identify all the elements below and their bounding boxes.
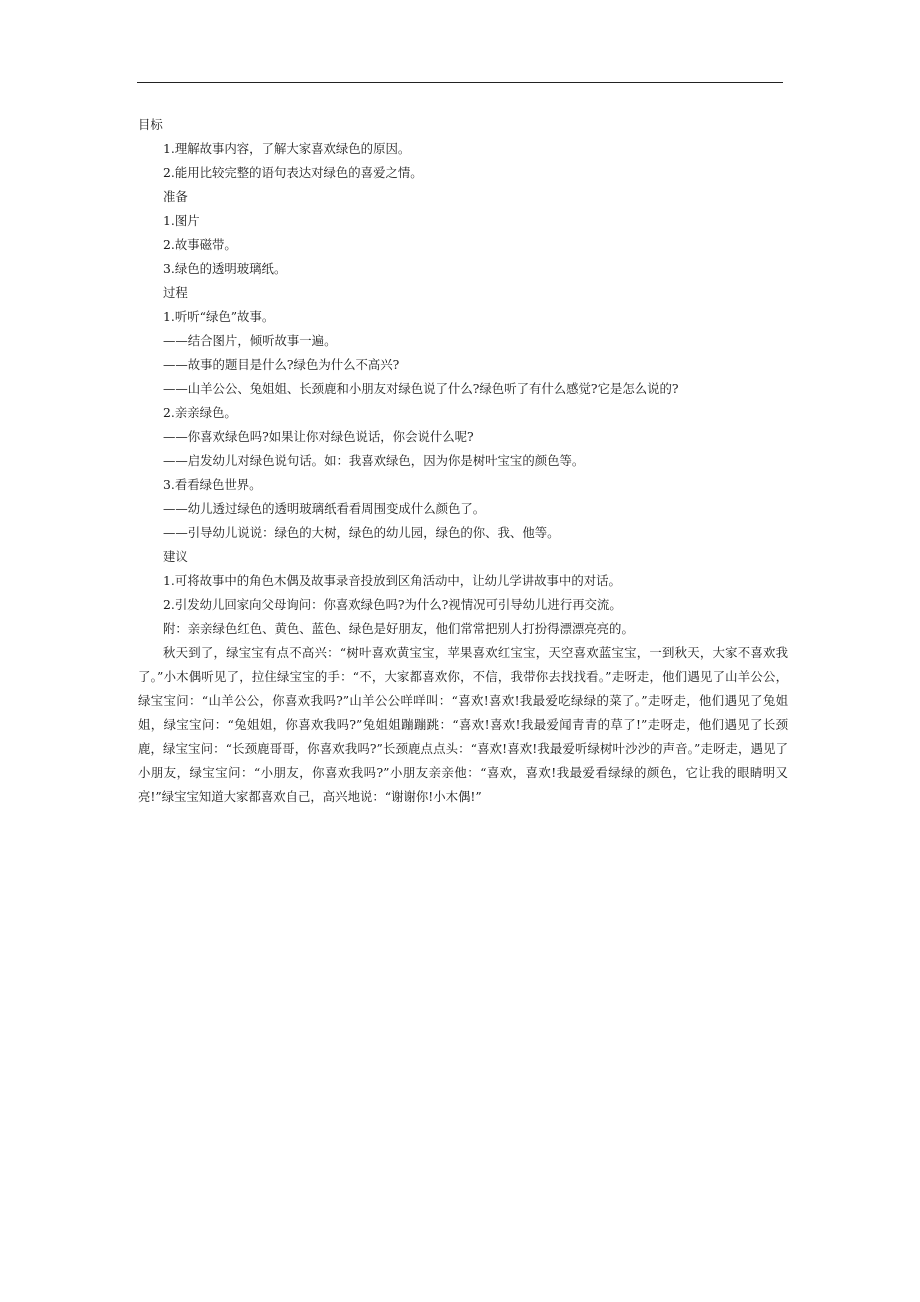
header-rule [137, 82, 783, 83]
heading-suggestions: 建议 [163, 549, 188, 564]
process-substep: ——幼儿透过绿色的透明玻璃纸看看周围变成什么颜色了。 [163, 501, 486, 516]
process-substep: ——故事的题目是什么?绿色为什么不高兴? [163, 357, 400, 372]
goal-item: 2.能用比较完整的语句表达对绿色的喜爱之情。 [163, 165, 423, 180]
heading-preparation: 准备 [163, 189, 188, 204]
suggestion-item: 1.可将故事中的角色木偶及故事录音投放到区角活动中，让幼儿学讲故事中的对话。 [163, 573, 621, 588]
suggestion-item: 2.引发幼儿回家向父母询问：你喜欢绿色吗?为什么?视情况可引导幼儿进行再交流。 [163, 597, 622, 612]
goal-item: 1.理解故事内容，了解大家喜欢绿色的原因。 [163, 141, 411, 156]
preparation-item: 3.绿色的透明玻璃纸。 [163, 261, 287, 276]
preparation-item: 1.图片 [163, 213, 200, 228]
process-substep: ——启发幼儿对绿色说句话。如：我喜欢绿色，因为你是树叶宝宝的颜色等。 [163, 453, 585, 468]
document-body [138, 113, 788, 809]
heading-process: 过程 [163, 285, 188, 300]
process-step: 2.亲亲绿色。 [163, 405, 237, 420]
process-substep: ——你喜欢绿色吗?如果让你对绿色说话，你会说什么呢? [163, 429, 474, 444]
process-substep: ——山羊公公、兔姐姐、长颈鹿和小朋友对绿色说了什么?绿色听了有什么感觉?它是怎么说的? [163, 381, 679, 396]
process-substep: ——引导幼儿说说：绿色的大树，绿色的幼儿园，绿色的你、我、他等。 [163, 525, 560, 540]
process-step: 1.听听“绿色”故事。 [163, 309, 275, 324]
process-substep: ——结合图片，倾听故事一遍。 [163, 333, 337, 348]
heading-goals: 目标 [138, 117, 163, 132]
process-step: 3.看看绿色世界。 [163, 477, 262, 492]
story-paragraph: 秋天到了，绿宝宝有点不高兴：“树叶喜欢黄宝宝，苹果喜欢红宝宝，天空喜欢蓝宝宝，一到秋天，大家不喜欢我了。”小木偶听见了，拉住绿宝宝的手：“不，大家都喜欢你，不信，我带你去找找看。”走呀走，他们遇见了山羊公公，绿宝宝问：“山羊公公，你喜欢我吗?”山羊公公咩咩叫：“喜欢!喜欢!我最爱吃绿绿的菜了。”走呀走，他们遇见了兔姐姐，绿宝宝问：“兔姐姐，你喜欢我吗?”兔姐姐蹦蹦跳：“喜欢!喜欢!我最爱闻青青的草了!”走呀走，他们遇见了长颈鹿，绿宝宝问：“长颈鹿哥哥，你喜欢我吗?”长颈鹿点点头：“喜欢!喜欢!我最爱听绿树叶沙沙的声音。”走呀走，遇见了小朋友，绿宝宝问：“小朋友，你喜欢我吗?”小朋友亲亲他：“喜欢，喜欢!我最爱看绿绿的颜色，它让我的眼睛明又亮!”绿宝宝知道大家都喜欢自己，高兴地说：“谢谢你!小木偶!” [138, 645, 788, 804]
preparation-item: 2.故事磁带。 [163, 237, 237, 252]
appendix-intro: 附：亲亲绿色红色、黄色、蓝色、绿色是好朋友，他们常常把别人打扮得漂漂亮亮的。 [163, 621, 634, 636]
